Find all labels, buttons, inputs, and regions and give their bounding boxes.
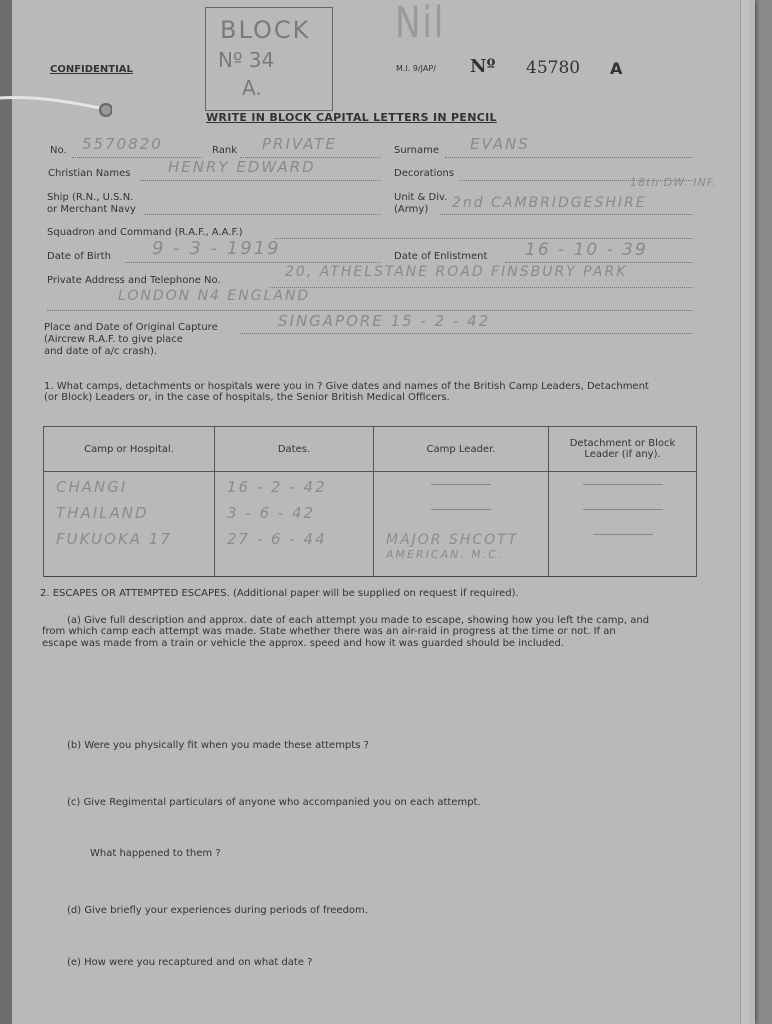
camps-header-dates: Dates. [215,427,374,472]
serial-number: 45780 [526,58,581,78]
unit-note: 18th DW. INF. [630,176,718,189]
no-label: No. [50,145,67,156]
no-value: 5570820 [82,135,163,153]
camps-table [43,426,697,577]
dob-label: Date of Birth [47,251,111,262]
surname-label: Surname [394,145,439,156]
unit-value: 2nd CAMBRIDGESHIRE [452,195,647,211]
squadron-label: Squadron and Command (R.A.F., A.A.F.) [47,227,243,238]
camps-header-camp: Camp or Hospital. [44,427,215,472]
surname-value: EVANS [470,135,530,153]
camps-column-leader [374,472,549,577]
ship-label-2: or Merchant Navy [47,204,136,215]
address-value-1: 20, ATHELSTANE ROAD FINSBURY PARK [285,264,628,280]
ship-line [145,214,380,215]
question-2a-line-3: escape was made from a train or vehicle the approx. speed and how it was guarded should be included. [42,638,565,649]
unit-line [440,214,693,215]
ship-label-1: Ship (R.N., U.S.N. [47,192,134,203]
christian-names-line [140,180,380,181]
confidential-label: CONFIDENTIAL [50,64,133,75]
date-entry: 27 - 6 - 44 [227,530,327,548]
camps-header-detachment: Detachment or Block Leader (if any). [549,427,697,472]
address-value-2: LONDON N4 ENGLAND [118,288,311,304]
capture-value: SINGAPORE 15 - 2 - 42 [278,312,491,330]
camp-entry: FUKUOKA 17 [56,530,172,548]
date-entry: 16 - 2 - 42 [227,478,327,496]
block-stamp-line2: Nº 34 [218,48,275,72]
question-2a-line-1: (a) Give full description and approx. date of each attempt you made to escape, showing how you left the camp, and [67,615,650,626]
surname-line [445,157,693,158]
tag-string [0,94,112,118]
question-2c: (c) Give Regimental particulars of anyone who accompanied you on each attempt. [67,797,481,808]
handwritten-mark: Nil [395,0,446,48]
sheet-edge [740,0,749,1024]
leader-dash [431,484,491,485]
dob-value: 9 - 3 - 1919 [152,238,281,259]
enlistment-label: Date of Enlistment [394,251,488,262]
rank-label: Rank [212,145,237,156]
block-stamp-line3: A. [242,76,262,100]
serial-suffix: A [610,59,623,78]
address-label: Private Address and Telephone No. [47,275,221,286]
capture-label-2: (Aircrew R.A.F. to give place [44,334,183,345]
decorations-label: Decorations [394,168,455,179]
capture-label-3: and date of a/c crash). [44,346,158,357]
question-1-line-1: 1. What camps, detachments or hospitals were you in ? Give dates and names of the British Camp Leaders, Detachment [44,381,649,392]
camps-header-leader: Camp Leader. [374,427,549,472]
question-2b: (b) Were you physically fit when you made these attempts ? [67,740,369,751]
detachment-dash [583,484,663,485]
capture-label-1: Place and Date of Original Capture [44,322,218,333]
question-2-title: 2. ESCAPES OR ATTEMPTED ESCAPES. (Additional paper will be supplied on request if required). [40,588,519,599]
squadron-line [275,238,693,239]
unit-label-1: Unit & Div. [394,192,448,203]
form-reference: M.I. 9/JAP/ [396,64,436,73]
dob-line [125,262,380,263]
block-stamp-line1: BLOCK [220,16,311,44]
number-label: Nº [470,56,496,77]
enlistment-line [505,262,693,263]
address-line-2 [47,310,693,311]
question-1-line-2: (or Block) Leaders or, in the case of hospitals, the Senior British Medical Officers. [44,392,450,403]
unit-label-2: (Army) [394,204,429,215]
camps-column-detachment [549,472,697,577]
date-entry: 3 - 6 - 42 [227,504,316,522]
detachment-dash [593,534,653,535]
rank-value: PRIVATE [262,135,337,153]
question-2c-followup: What happened to them ? [90,848,221,859]
christian-names-label: Christian Names [48,168,131,179]
question-2d: (d) Give briefly your experiences during periods of freedom. [67,905,368,916]
camp-entry: THAILAND [56,504,149,522]
address-line-1 [270,287,693,288]
block-stamp [205,7,333,111]
leader-entry-1: MAJOR SHCOTT [386,532,519,548]
question-2a-line-2: from which camp each attempt was made. State whether there was an air-raid in progress at the time or not. If an [42,626,616,637]
instruction-heading: WRITE IN BLOCK CAPITAL LETTERS IN PENCIL [206,111,497,124]
christian-names-value: HENRY EDWARD [168,158,316,176]
camps-column-dates [215,472,374,577]
capture-line [240,333,693,334]
question-2e: (e) How were you recaptured and on what date ? [67,957,313,968]
enlistment-value: 16 - 10 - 39 [525,240,648,260]
camp-entry: CHANGI [56,478,128,496]
leader-dash [431,509,491,510]
camps-column-camp [44,472,215,577]
detachment-dash [583,509,663,510]
leader-entry-2: AMERICAN. M.C. [386,548,504,561]
